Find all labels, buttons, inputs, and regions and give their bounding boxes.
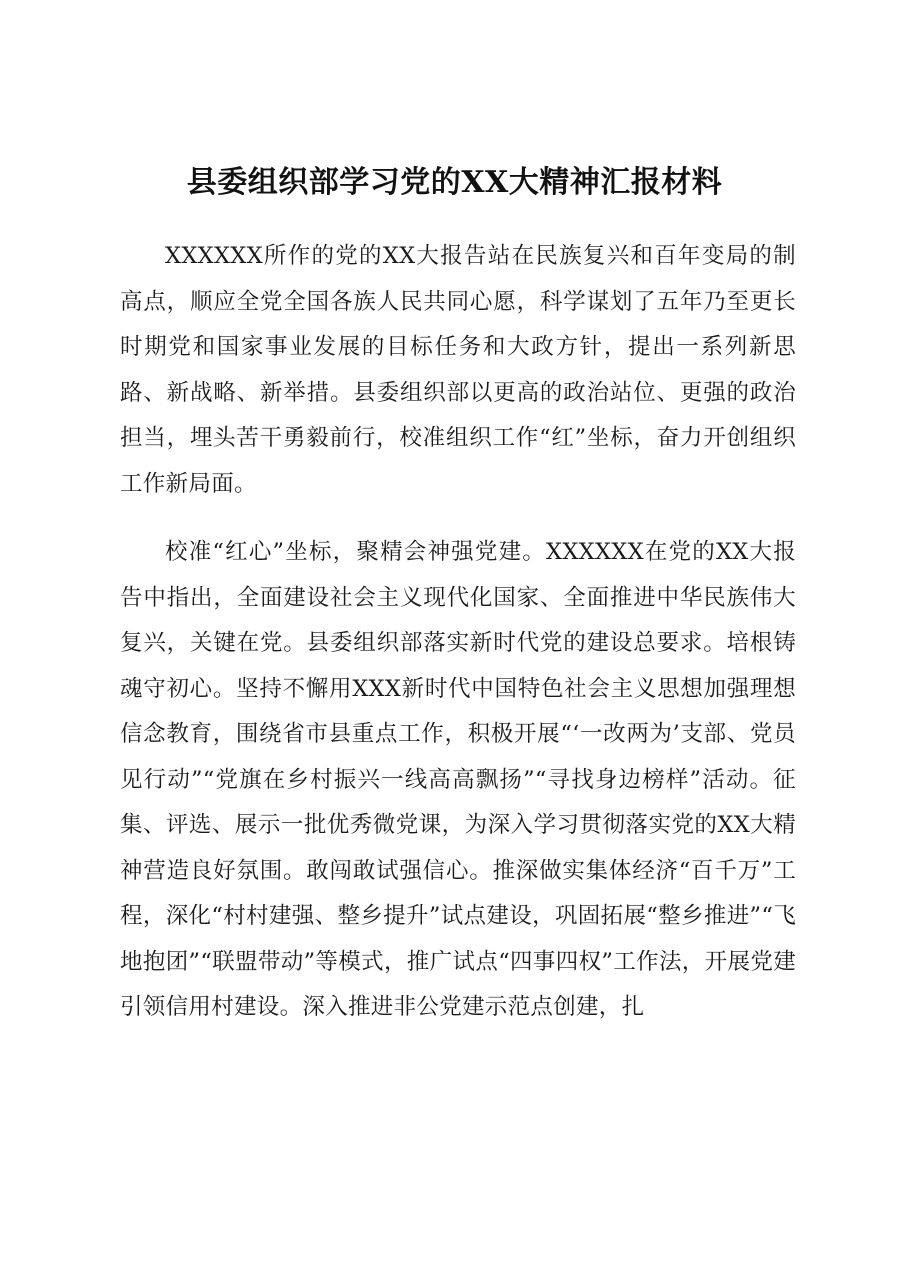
paragraph-1: XXXXXX所作的党的XX大报告站在民族复兴和百年变局的制高点，顺应全党全国各族人民共同心愿，科学谋划了五年乃至更长时期党和国家事业发展的目标任务和大政方针，提出一系列新思路、新战略、新举措。县委组织部以更高的政治站位、更强的政治担当，埋头苦干勇毅前行，校准组织工作“红”坐标，奋力开创组织工作新局面。 [120,243,796,497]
document-title: 县委组织部学习党的XX大精神汇报材料 [186,165,723,200]
paragraph-2: 校准“红心”坐标，聚精会神强党建。XXXXXX在党的XX大报告中指出，全面建设社会主义现代化国家、全面推进中华民族伟大复兴，关键在党。县委组织部落实新时代党的建设总要求。培根铸魂守初心。坚持不懈用XXX新时代中国特色社会主义思想加强理想信念教育，围绕省市县重点工作，积极开展“‘一改两为’支部、党员见行动”“党旗在乡村振兴一线高高飘扬”“寻找身边榜样”活动。征集、评选、展示一批优秀微党课，为深入学习贯彻落实党的XX大精神营造良好氛围。敢闯敢试强信心。推深做实集体经济“百千万”工程，深化“村村建强、整乡提升”试点建设，巩固拓展“整乡推进”“飞地抱团”“联盟带动”等模式，推广试点“四事四权”工作法，开展党建引领信用村建设。深入推进非公党建示范点创建，扎 [120,539,796,1020]
